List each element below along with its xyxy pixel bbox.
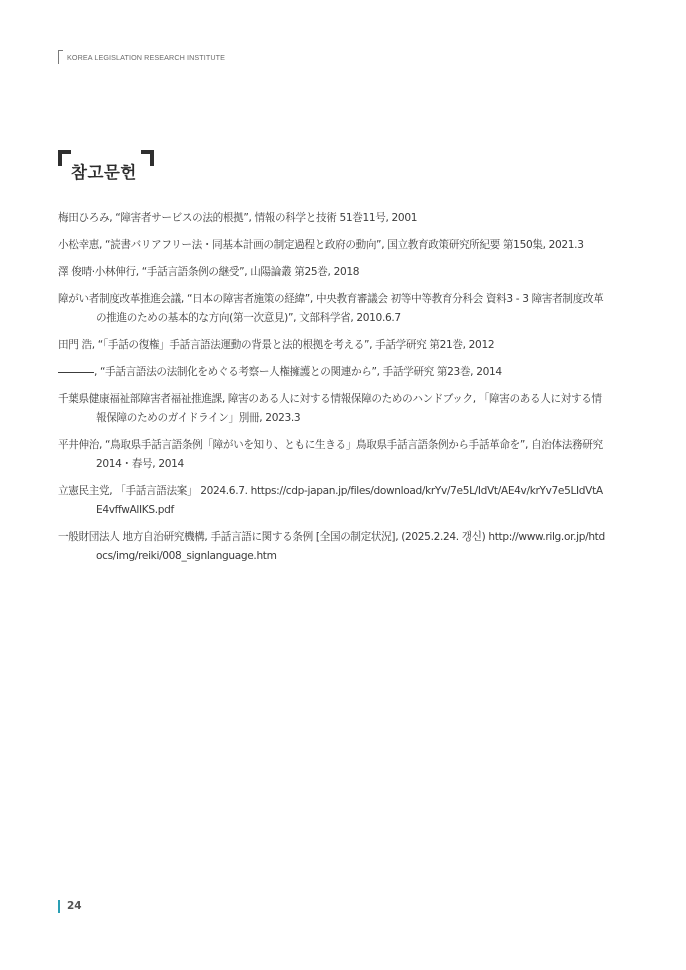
reference-text: 立憲民主党, 「手話言語法案」 2024.6.7. https://cdp-japan.jp/files/download/krYv/7e5L/IdVt/AE4v/krYv7e5LIdVtAE4vffwAlIKS.pdf bbox=[58, 485, 603, 516]
heading-corner-right-icon bbox=[141, 150, 154, 166]
reference-list bbox=[58, 209, 606, 574]
reference-item bbox=[58, 336, 606, 355]
reference-item bbox=[58, 363, 606, 382]
reference-text: 平井伸治, “鳥取県手話言語条例「障がいを知り、ともに生きる」鳥取県手話言語条例から手話革命を”, 自治体法務研究 2014・春号, 2014 bbox=[58, 439, 603, 470]
reference-item bbox=[58, 209, 606, 228]
reference-text: 田門 浩, “「手話の復権」手話言語法運動の背景と法的根拠を考える”, 手話学研究 第21巻, 2012 bbox=[58, 339, 495, 351]
reference-item bbox=[58, 436, 606, 474]
reference-item bbox=[58, 290, 606, 328]
page-number: 24 bbox=[67, 900, 82, 912]
heading-corner-left-icon bbox=[58, 150, 71, 166]
ditto-line bbox=[58, 372, 94, 373]
reference-item bbox=[58, 263, 606, 282]
reference-text: 小松幸恵, “読書バリアフリー法・同基本計画の制定過程と政府の動向”, 国立教育政策研究所紀要 第150集, 2021.3 bbox=[58, 239, 584, 251]
section-title: 참고문헌 bbox=[71, 163, 137, 182]
reference-text: 千葉県健康福祉部障害者福祉推進課, 障害のある人に対する情報保障のためのハンドブック, 「障害のある人に対する情報保障のためのガイドライン」別冊, 2023.3 bbox=[58, 393, 602, 424]
reference-item bbox=[58, 528, 606, 566]
reference-item bbox=[58, 482, 606, 520]
running-header bbox=[58, 50, 225, 64]
page-footer bbox=[58, 899, 82, 913]
reference-text: 梅田ひろみ, “障害者サービスの法的根拠”, 情報の科学と技術 51巻11号, 2001 bbox=[58, 212, 418, 224]
section-heading bbox=[58, 150, 154, 186]
reference-item bbox=[58, 390, 606, 428]
institute-name: KOREA LEGISLATION RESEARCH INSTITUTE bbox=[67, 52, 226, 62]
reference-text: 障がい者制度改革推進会議, “日本の障害者施策の経緯”, 中央教育審議会 初等中等教育分科会 資料3 - 3 障害者制度改革の推進のための基本的な方向(第一次意見)”, 文部科学省, 2010.6.7 bbox=[58, 293, 604, 324]
reference-text: 一般財団法人 地方自治研究機構, 手話言語に関する条例 [全国の制定状況], (2025.2.24. 갱신) http://www.rilg.or.jp/htdocs/img/reiki/008_signlanguage.htm bbox=[58, 531, 605, 562]
reference-text: , “手話言語法の法制化をめぐる考察ー人権擁護との関連から”, 手話学研究 第23巻, 2014 bbox=[94, 366, 502, 378]
reference-item bbox=[58, 236, 606, 255]
footer-accent-bar bbox=[58, 900, 60, 913]
header-bracket-icon bbox=[58, 50, 63, 64]
reference-text: 澤 俊晴·小林伸行, “手話言語条例の継受”, 山陽論叢 第25巻, 2018 bbox=[58, 266, 360, 278]
